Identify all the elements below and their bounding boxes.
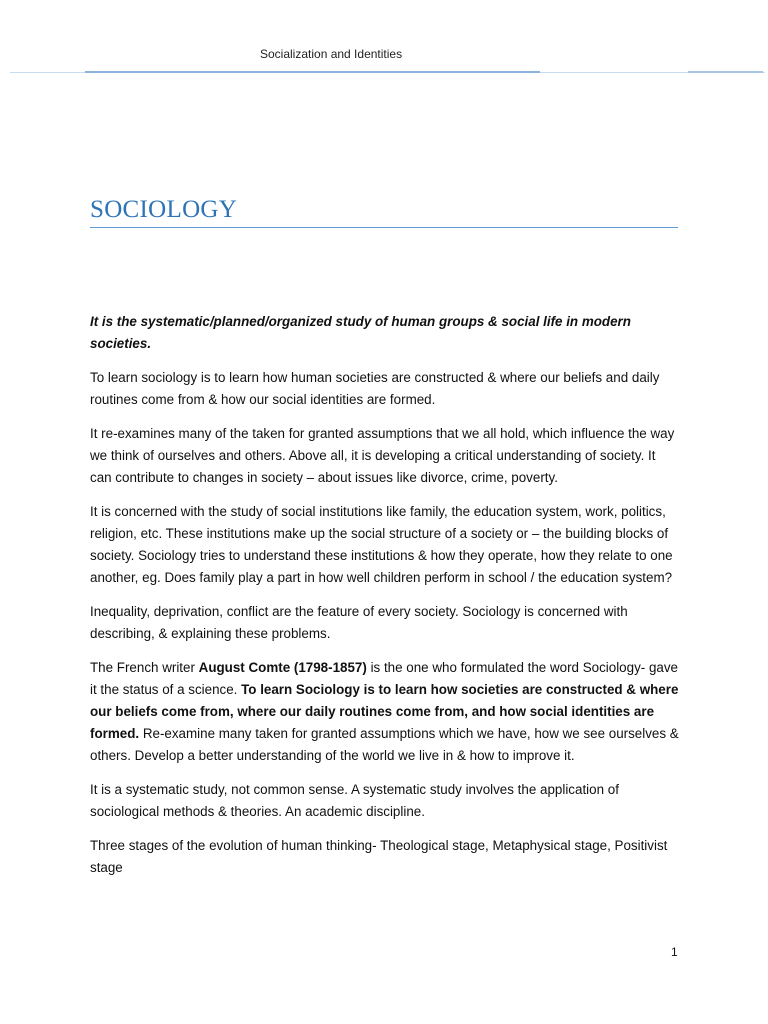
text-run: Re-examine many taken for granted assumptions which we have, how we see ourselves & others. Develop a better understanding of the world we live in & how to improve it.	[90, 726, 679, 763]
header-rule-accent-right	[688, 71, 763, 73]
comte-paragraph	[90, 657, 680, 767]
document-body	[90, 311, 680, 891]
page-title: SOCIOLOGY	[90, 196, 238, 223]
paragraph: It re-examines many of the taken for granted assumptions that we all hold, which influence the way we think of ourselves and others. Above all, it is developing a critical understanding of society. It can contribute to changes in society – about issues like divorce, crime, poverty.	[90, 426, 675, 485]
bold-name: August Comte (1798-1857)	[198, 660, 367, 675]
paragraph: Three stages of the evolution of human thinking- Theological stage, Metaphysical stage, Positivist stage	[90, 838, 668, 875]
paragraph: It is a systematic study, not common sense. A systematic study involves the application of sociological methods & theories. An academic discipline.	[90, 782, 619, 819]
page-number: 1	[671, 945, 678, 959]
text-run: is the one who formulated the word Sociology- gave it the status of a science.	[90, 660, 678, 697]
paragraph: It is concerned with the study of social institutions like family, the education system, work, politics, religion, etc. These institutions make up the social structure of a society or – the building blocks of society. Sociology tries to understand these institutions & how they operate, how they relate to one another, eg. Does family play a part in how well children perform in school / the education system?	[90, 504, 673, 585]
definition-paragraph: It is the systematic/planned/organized study of human groups & social life in modern societies.	[90, 314, 631, 351]
title-underline	[90, 227, 678, 228]
header-rule-accent	[85, 71, 540, 73]
bold-statement: To learn Sociology is to learn how societies are constructed & where our beliefs come from, where our daily routines come from, and how social identities are formed.	[90, 682, 679, 741]
paragraph: Inequality, deprivation, conflict are the feature of every society. Sociology is concerned with describing, & explaining these problems.	[90, 604, 628, 641]
text-run: The French writer	[90, 660, 199, 675]
paragraph: To learn sociology is to learn how human societies are constructed & where our beliefs and daily routines come from & how our social identities are formed.	[90, 370, 660, 407]
header-title: Socialization and Identities	[260, 47, 403, 61]
